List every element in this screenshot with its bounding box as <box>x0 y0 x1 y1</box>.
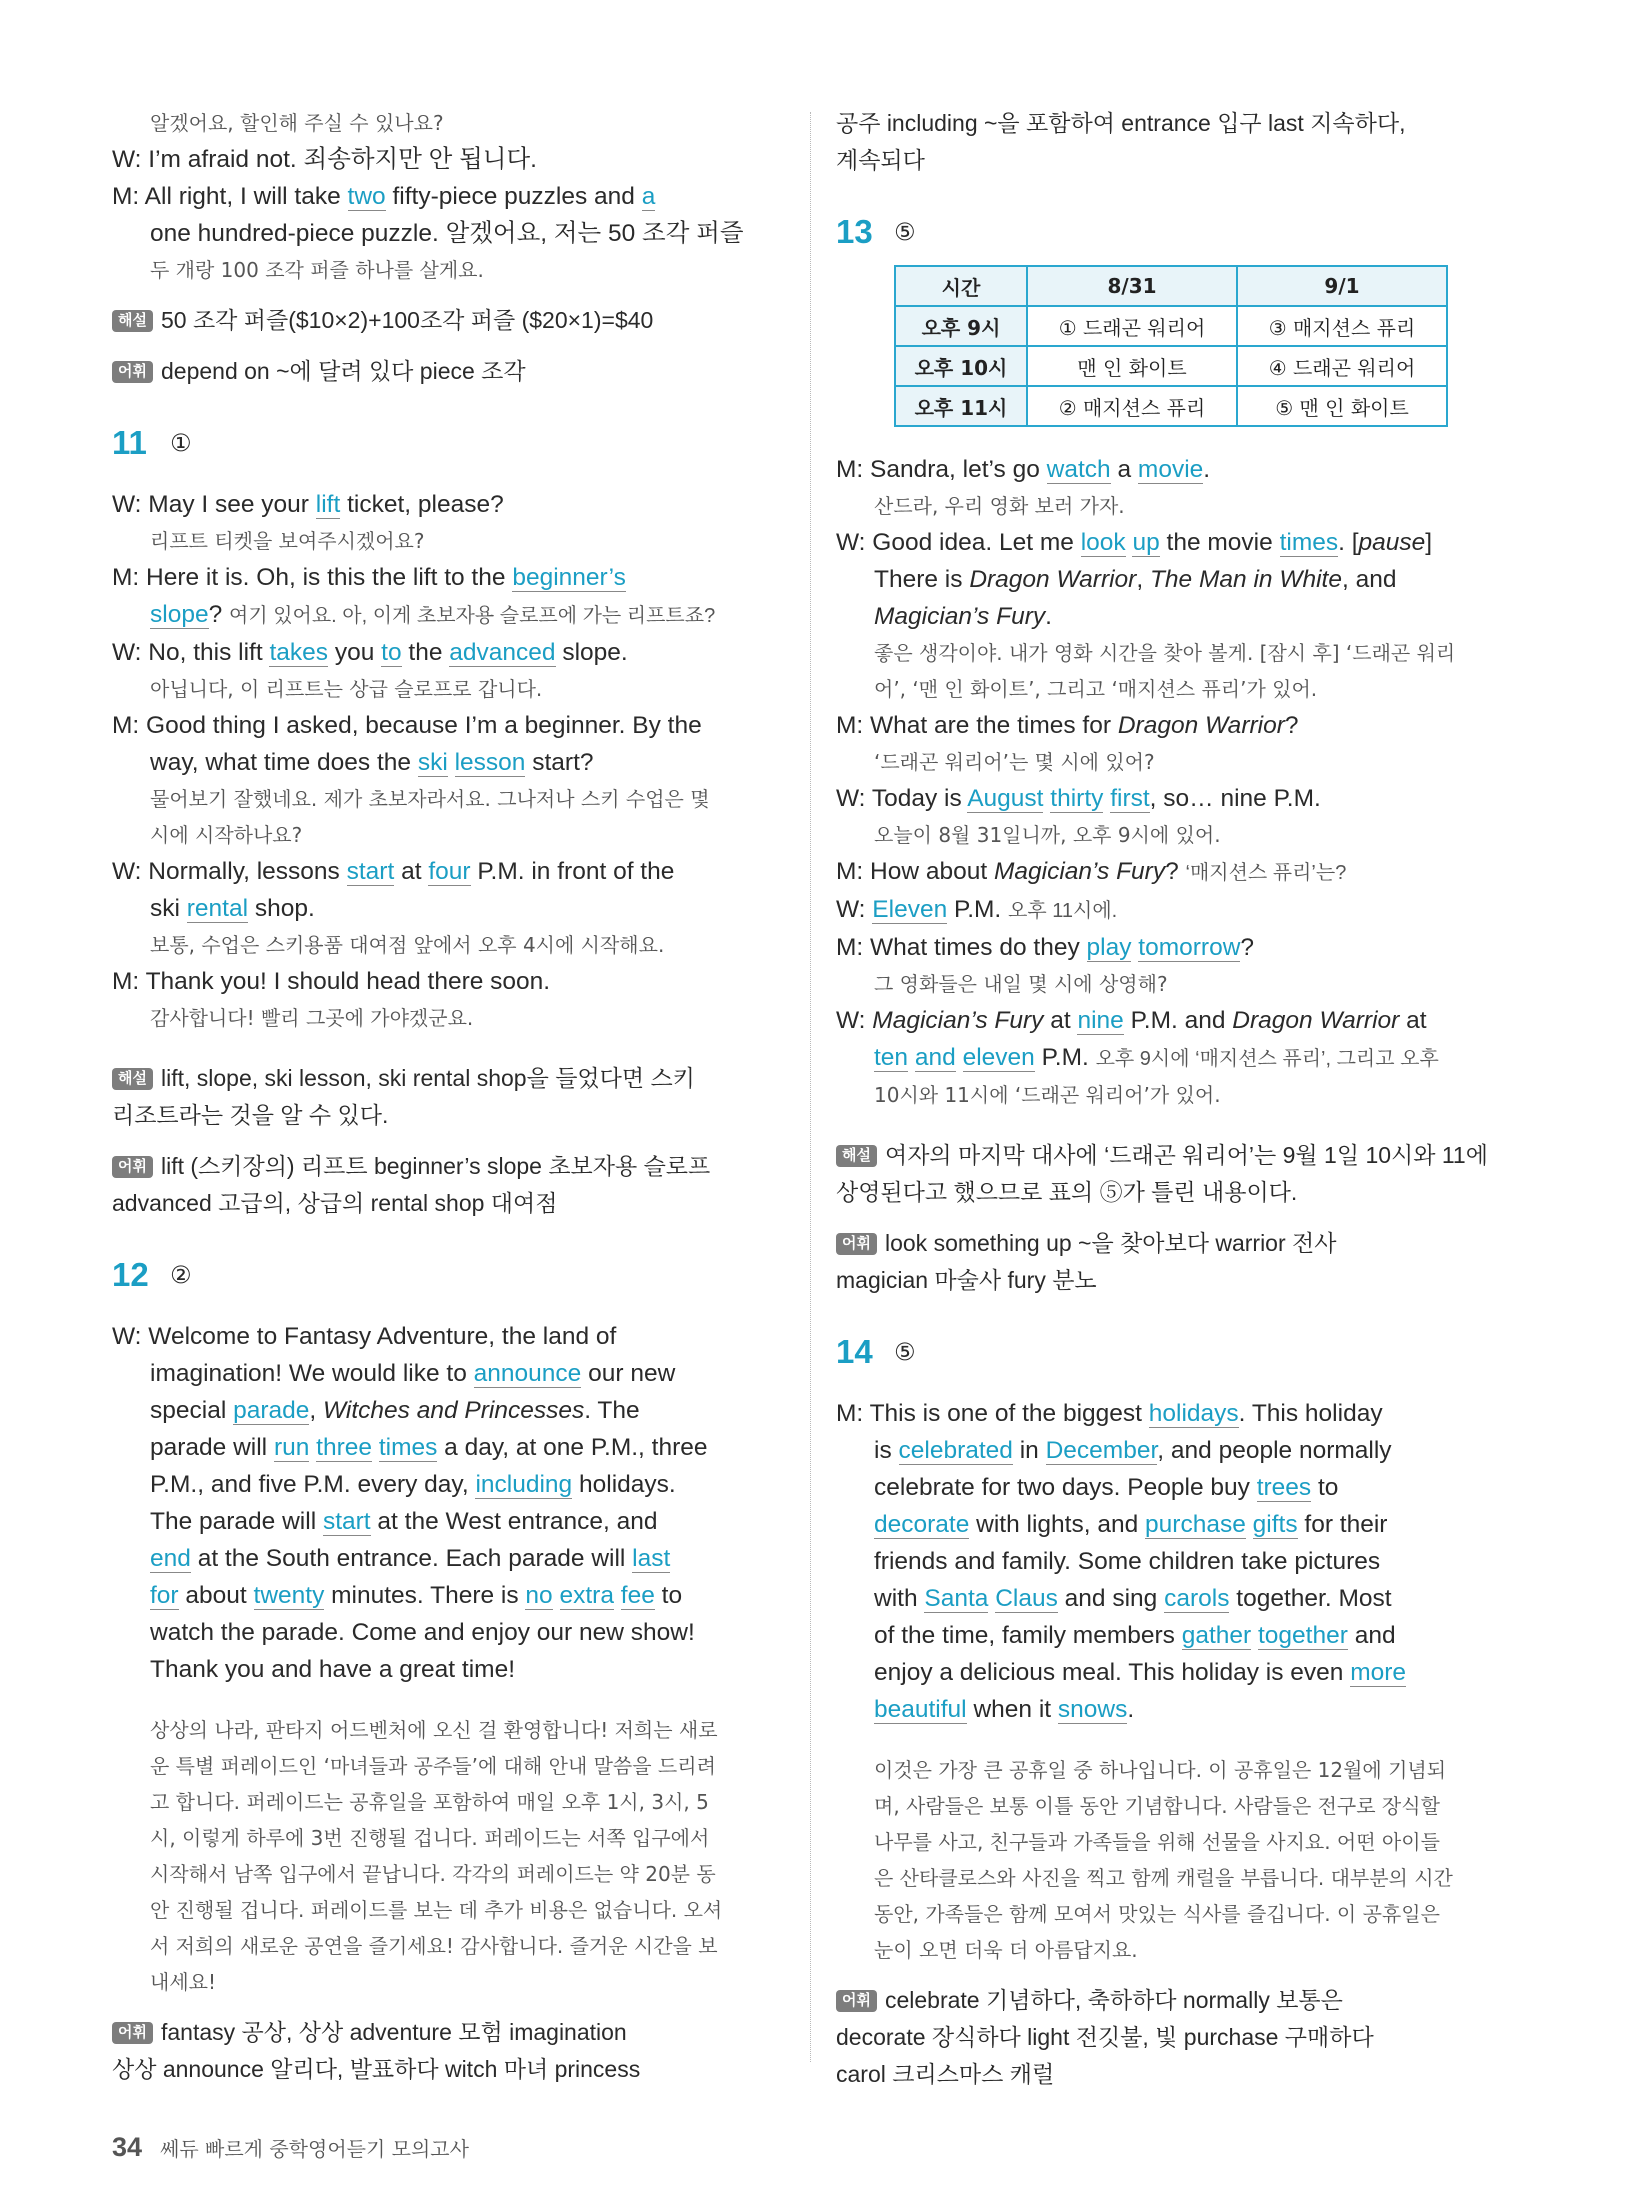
q11-heading <box>112 424 792 462</box>
q10-vocabulary: 어휘 depend on ~에 달려 있다 piece 조각 <box>112 353 792 390</box>
vocab-tag: 어휘 <box>112 2022 153 2044</box>
korean-line: 10시와 11시에 ‘드래곤 워리어’가 있어. <box>874 1083 1221 1107</box>
korean-line: 산드라, 우리 영화 보러 가자. <box>874 494 1125 518</box>
schedule-table <box>894 265 1448 427</box>
dialogue-line: M: What are the times for Dragon Warrior? <box>836 712 1299 739</box>
monologue-line: beautiful when it snows. <box>874 1696 1135 1723</box>
dialogue-line: M: What times do they play tomorrow? <box>836 934 1255 961</box>
column-divider <box>810 112 811 2062</box>
monologue-line: Thank you and have a great time! <box>150 1656 515 1683</box>
dialogue-line: M: Good thing I asked, because I’m a beginner. By the <box>112 712 702 739</box>
q12-vocabulary: 어휘 fantasy 공상, 상상 adventure 모험 imagination <box>112 2014 792 2051</box>
q10-dialogue-line: W: I’m afraid not. 죄송하지만 안 됩니다. <box>112 146 537 173</box>
korean-translation: 시작해서 남쪽 입구에서 끝납니다. 각각의 퍼레이드는 약 20분 동 <box>150 1862 716 1886</box>
q10-dialogue-line: M: All right, I will take two fifty-piece puzzles and a <box>112 183 656 210</box>
answer-mark: ① <box>170 429 192 457</box>
table-cell: 오후 11시 <box>895 386 1027 426</box>
vocab-tag: 어휘 <box>112 361 153 383</box>
dialogue-line: W: Magician’s Fury at nine P.M. and Dragon Warrior at <box>836 1007 1427 1034</box>
answer-mark: ⑤ <box>894 1338 916 1366</box>
korean-translation: 서 저희의 새로운 공연을 즐기세요! 감사합니다. 즐거운 시간을 보 <box>150 1934 718 1958</box>
q12-vocabulary-cont: 공주 including ~을 포함하여 entrance 입구 last 지속하다, <box>836 110 1406 136</box>
table-cell: ⑤ 맨 인 화이트 <box>1237 386 1447 426</box>
korean-translation: 눈이 오면 더욱 더 아름답지요. <box>874 1938 1138 1962</box>
table-cell: ① 드래곤 워리어 <box>1027 306 1237 346</box>
korean-line: 물어보기 잘했네요. 제가 초보자라서요. 그나저나 스키 수업은 몇 <box>150 787 710 811</box>
dialogue-line: ski rental shop. <box>150 895 315 922</box>
vocab-tag: 어휘 <box>836 1990 877 2012</box>
monologue-line: The parade will start at the West entrance, and <box>150 1508 658 1535</box>
book-title: 쎄듀 빠르게 중학영어듣기 모의고사 <box>160 2137 469 2161</box>
korean-line: 오늘이 8월 31일니까, 오후 9시에 있어. <box>874 823 1221 847</box>
korean-translation: 안 진행될 겁니다. 퍼레이드를 보는 데 추가 비용은 없습니다. 오셔 <box>150 1898 723 1922</box>
vocab-tag: 어휘 <box>112 1156 153 1178</box>
korean-line: 아닙니다, 이 리프트는 상급 슬로프로 갑니다. <box>150 677 543 701</box>
table-cell: ③ 매지션스 퓨리 <box>1237 306 1447 346</box>
table-cell: ② 매지션스 퓨리 <box>1027 386 1237 426</box>
monologue-line: parade will run three times a day, at one P.M., three <box>150 1434 708 1461</box>
dialogue-line: W: No, this lift takes you to the advanced slope. <box>112 639 628 666</box>
question-number: 13 <box>836 213 873 250</box>
monologue-line: end at the South entrance. Each parade will last <box>150 1545 671 1572</box>
table-header-cell: 9/1 <box>1237 266 1447 306</box>
answer-mark: ② <box>170 1261 192 1289</box>
table-cell: 오후 9시 <box>895 306 1027 346</box>
korean-line: 리프트 티켓을 보여주시겠어요? <box>150 529 425 553</box>
monologue-line: watch the parade. Come and enjoy our new show! <box>150 1619 695 1646</box>
dialogue-line: M: How about Magician’s Fury? ‘매지션스 퓨리’는? <box>836 858 1347 885</box>
q12-vocabulary-cont: 계속되다 <box>836 147 925 173</box>
table-header-cell: 시간 <box>895 266 1027 306</box>
dialogue-line: ten and eleven P.M. 오후 9시에 ‘매지션스 퓨리’, 그리고 오후 <box>874 1044 1439 1071</box>
vocab-tag: 어휘 <box>836 1233 877 1255</box>
dialogue-line: slope? 여기 있어요. 아, 이게 초보자용 슬로프에 가는 리프트죠? <box>150 601 716 628</box>
question-number: 14 <box>836 1333 873 1370</box>
korean-translation: 운 특별 퍼레이드인 ‘마녀들과 공주들’에 대해 안내 말씀을 드리려 <box>150 1754 716 1778</box>
page-footer <box>112 2132 469 2163</box>
table-header-row <box>895 266 1447 306</box>
q13-heading <box>836 213 1516 251</box>
q10-korean-line: 두 개랑 100 조각 퍼즐 하나를 살게요. <box>150 258 484 282</box>
table-row <box>895 346 1447 386</box>
q13-explanation: 해설 여자의 마지막 대사에 ‘드래곤 워리어’는 9월 1일 10시와 11에 <box>836 1137 1516 1174</box>
q11-vocabulary: 어휘 lift (스키장의) 리프트 beginner’s slope 초보자용 슬로프 <box>112 1148 792 1185</box>
korean-translation: 이것은 가장 큰 공휴일 중 하나입니다. 이 공휴일은 12월에 기념되 <box>874 1758 1447 1782</box>
korean-translation: 은 산타클로스와 사진을 찍고 함께 캐럴을 부릅니다. 대부분의 시간 <box>874 1866 1453 1890</box>
q11-vocabulary-cont: advanced 고급의, 상급의 rental shop 대여점 <box>112 1190 558 1216</box>
dialogue-line: There is Dragon Warrior, The Man in White, and <box>874 566 1397 593</box>
right-column <box>836 105 1516 2093</box>
question-number: 11 <box>112 424 147 461</box>
monologue-line: of the time, family members gather together and <box>874 1622 1396 1649</box>
dialogue-line: W: Today is August thirty first, so… nine P.M. <box>836 785 1321 812</box>
dialogue-line: way, what time does the ski lesson start? <box>150 749 594 776</box>
q12-heading <box>112 1256 792 1294</box>
dialogue-line: W: May I see your lift ticket, please? <box>112 491 504 518</box>
left-column <box>112 105 792 2088</box>
korean-translation: 동안, 가족들은 함께 모여서 맛있는 식사를 즐깁니다. 이 공휴일은 <box>874 1902 1440 1926</box>
q13-explanation-cont: 상영된다고 했으므로 표의 ⑤가 틀린 내용이다. <box>836 1179 1298 1205</box>
dialogue-line: Magician’s Fury. <box>874 603 1052 630</box>
q14-heading <box>836 1333 1516 1371</box>
explanation-tag: 해설 <box>112 1068 153 1090</box>
q14-vocabulary-cont: carol 크리스마스 캐럴 <box>836 2061 1055 2087</box>
q10-korean-line: 알겠어요, 할인해 주실 수 있나요? <box>150 111 444 135</box>
q13-vocabulary-cont: magician 마술사 fury 분노 <box>836 1267 1097 1293</box>
question-number: 12 <box>112 1256 149 1293</box>
answer-mark: ⑤ <box>894 218 916 246</box>
explanation-tag: 해설 <box>112 310 153 332</box>
table-row <box>895 306 1447 346</box>
korean-translation: 나무를 사고, 친구들과 가족들을 위해 선물을 사지요. 어떤 아이들 <box>874 1830 1440 1854</box>
korean-line: 그 영화들은 내일 몇 시에 상영해? <box>874 972 1168 996</box>
dialogue-line: M: Sandra, let’s go watch a movie. <box>836 456 1211 483</box>
korean-translation: 시, 이렇게 하루에 3번 진행될 겁니다. 퍼레이드는 서쪽 입구에서 <box>150 1826 710 1850</box>
dialogue-line: W: Good idea. Let me look up the movie times. [pause] <box>836 529 1433 556</box>
monologue-line: decorate with lights, and purchase gifts for their <box>874 1511 1388 1538</box>
monologue-line: with Santa Claus and sing carols together. Most <box>874 1585 1392 1612</box>
korean-line: 보통, 수업은 스키용품 대여점 앞에서 오후 4시에 시작해요. <box>150 933 665 957</box>
korean-line: 시에 시작하나요? <box>150 823 303 847</box>
monologue-line: enjoy a delicious meal. This holiday is even more <box>874 1659 1407 1686</box>
korean-line: 감사합니다! 빨리 그곳에 가야겠군요. <box>150 1006 474 1030</box>
table-row <box>895 386 1447 426</box>
table-cell: 오후 10시 <box>895 346 1027 386</box>
korean-translation: 상상의 나라, 판타지 어드벤처에 오신 걸 환영합니다! 저희는 새로 <box>150 1718 718 1742</box>
q14-vocabulary: 어휘 celebrate 기념하다, 축하하다 normally 보통은 <box>836 1982 1516 2019</box>
monologue-line: P.M., and five P.M. every day, including holidays. <box>150 1471 676 1498</box>
korean-translation: 내세요! <box>150 1970 216 1994</box>
korean-translation: 고 합니다. 퍼레이드는 공휴일을 포함하여 매일 오후 1시, 3시, 5 <box>150 1790 709 1814</box>
dialogue-line: W: Eleven P.M. 오후 11시에. <box>836 896 1118 923</box>
table-header-cell: 8/31 <box>1027 266 1237 306</box>
q12-vocabulary-cont: 상상 announce 알리다, 발표하다 witch 마녀 princess <box>112 2056 641 2082</box>
page-number: 34 <box>112 2132 143 2162</box>
dialogue-line: M: Thank you! I should head there soon. <box>112 968 551 995</box>
monologue-line: special parade, Witches and Princesses. The <box>150 1397 640 1424</box>
q10-explanation: 해설 50 조각 퍼즐($10×2)+100조각 퍼즐 ($20×1)=$40 <box>112 302 792 339</box>
q11-explanation-cont: 리조트라는 것을 알 수 있다. <box>112 1102 389 1128</box>
korean-line: 어’, ‘맨 인 화이트’, 그리고 ‘매지션스 퓨리’가 있어. <box>874 677 1318 701</box>
table-cell: ④ 드래곤 워리어 <box>1237 346 1447 386</box>
monologue-line: is celebrated in December, and people normally <box>874 1437 1392 1464</box>
dialogue-line: M: Here it is. Oh, is this the lift to the beginner’s <box>112 564 626 591</box>
monologue-line: celebrate for two days. People buy trees to <box>874 1474 1339 1501</box>
table-cell: 맨 인 화이트 <box>1027 346 1237 386</box>
korean-translation: 며, 사람들은 보통 이틀 동안 기념합니다. 사람들은 전구로 장식할 <box>874 1794 1440 1818</box>
q13-vocabulary: 어휘 look something up ~을 찾아보다 warrior 전사 <box>836 1225 1516 1262</box>
dialogue-line: W: Normally, lessons start at four P.M. in front of the <box>112 858 675 885</box>
explanation-tag: 해설 <box>836 1145 877 1167</box>
q10-dialogue-line: one hundred-piece puzzle. 알겠어요, 저는 50 조각 퍼즐 <box>150 220 744 247</box>
monologue-line: friends and family. Some children take pictures <box>874 1548 1381 1575</box>
monologue-line: M: This is one of the biggest holidays. This holiday <box>836 1400 1383 1427</box>
korean-line: 좋은 생각이야. 내가 영화 시간을 찾아 볼게. [잠시 후] ‘드래곤 워리 <box>874 641 1456 665</box>
monologue-line: for about twenty minutes. There is no extra fee to <box>150 1582 683 1609</box>
q11-explanation: 해설 lift, slope, ski lesson, ski rental shop을 들었다면 스키 <box>112 1060 792 1097</box>
q14-vocabulary-cont: decorate 장식하다 light 전깃불, 빛 purchase 구매하다 <box>836 2024 1374 2050</box>
monologue-line: W: Welcome to Fantasy Adventure, the land of <box>112 1323 617 1350</box>
monologue-line: imagination! We would like to announce our new <box>150 1360 676 1387</box>
korean-line: ‘드래곤 워리어’는 몇 시에 있어? <box>874 750 1155 774</box>
